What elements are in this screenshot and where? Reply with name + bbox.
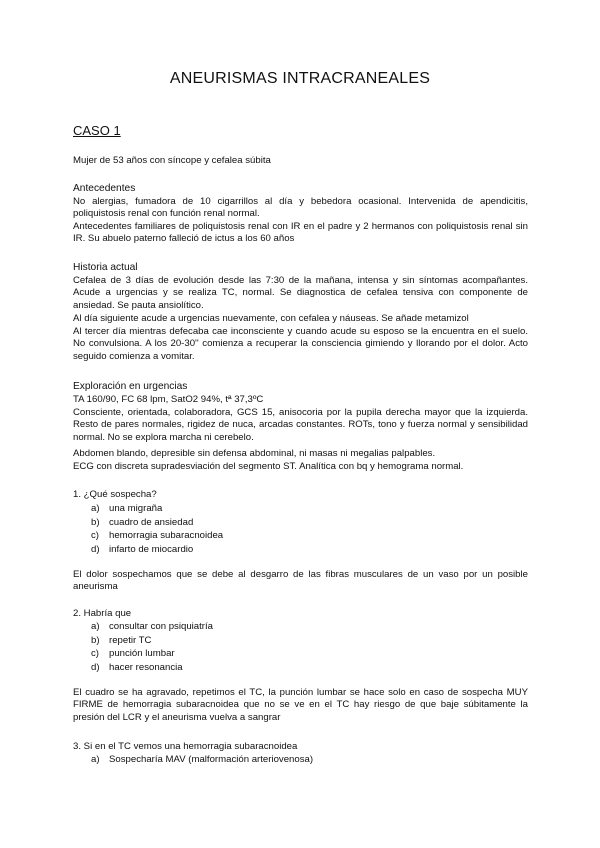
list-item — [91, 529, 223, 543]
historia-paragraph-1: Cefalea de 3 días de evolución desde las 7:30 de la mañana, intensa y sin síntomas acompañantes. Acude a urgencias y se realiza TC, normal. Se diagnostica de cefalea tensiva con componente de ansiedad. Se pauta ansiolítico. — [73, 275, 528, 311]
exploracion-paragraph-3: ECG con discreta supradesviación del segmento ST. Analítica con bq y hemograma normal. — [73, 461, 464, 472]
question-1-options — [91, 502, 223, 556]
question-3-options — [91, 753, 313, 767]
exploracion-vitals: TA 160/90, FC 68 lpm, SatO2 94%, tª 37,3ºC — [73, 394, 264, 405]
option-text: hacer resonancia — [109, 661, 183, 673]
list-item — [91, 647, 213, 661]
question-1-answer: El dolor sospechamos que se debe al desgarro de las fibras musculares de un vaso por un posible aneurisma — [73, 569, 528, 593]
case-intro: Mujer de 53 años con síncope y cefalea súbita — [73, 155, 271, 166]
historia-paragraph-3: Al tercer día mientras defecaba cae inconsciente y cuando acude su esposo se la encuentra en el suelo. No convulsiona. A los 20-30'' comienza a recuperar la consciencia gimiendo y llorando por el dolor. Acto seguido comienza a vomitar. — [73, 326, 528, 362]
historia-heading: Historia actual — [73, 262, 138, 273]
option-letter: a) — [91, 621, 100, 632]
list-item — [91, 634, 213, 648]
antecedentes-heading: Antecedentes — [73, 183, 136, 194]
case-heading: CASO 1 — [73, 123, 121, 138]
option-text: Sospecharía MAV (malformación arteriovenosa) — [109, 754, 314, 765]
exploracion-heading: Exploración en urgencias — [73, 381, 188, 392]
option-text: una migraña — [109, 503, 163, 514]
page-title: ANEURISMAS INTRACRANEALES — [169, 70, 431, 87]
list-item — [91, 661, 213, 675]
option-text: consultar con psiquiatría — [109, 621, 213, 632]
option-text: hemorragia subaracnoidea — [109, 530, 224, 542]
option-letter: a) — [91, 503, 100, 514]
option-letter: a) — [91, 754, 100, 765]
historia-paragraph-2: Al día siguiente acude a urgencias nuevamente, con cefalea y náuseas. Se añade metamizol — [73, 313, 469, 324]
question-2-options — [91, 620, 213, 674]
exploracion-paragraph-1: Consciente, orientada, colaboradora, GCS 15, anisocoria por la pupila derecha mayor que la izquierda. Resto de pares normales, rigidez de nuca, arcadas constantes. ROTs, tono y fuerza normal y sensibilidad normal. No se explora marcha ni cerebelo. — [73, 407, 528, 443]
question-1: 1. ¿Qué sospecha? — [73, 489, 157, 500]
option-letter: c) — [91, 530, 99, 542]
antecedentes-paragraph-2: Antecedentes familiares de poliquistosis renal con IR en el padre y 2 hermanos con poliquistosis renal sin IR. Su abuelo paterno falleció de ictus a los 60 años — [73, 221, 528, 245]
exploracion-paragraph-2: Abdomen blando, depresible sin defensa abdominal, ni masas ni megalias palpables. — [73, 448, 436, 459]
list-item — [91, 516, 223, 530]
question-3: 3. Si en el TC vemos una hemorragia subaracnoidea — [73, 741, 298, 752]
antecedentes-paragraph-1: No alergias, fumadora de 10 cigarrillos al día y bebedora ocasional. Intervenida de apendicitis, poliquistosis renal con función renal normal. — [73, 196, 528, 220]
option-text: punción lumbar — [109, 648, 175, 660]
question-2-answer: El cuadro se ha agravado, repetimos el TC, la punción lumbar se hace solo en caso de sospecha MUY FIRME de hemorragia subaracnoidea que no se ve en el TC hay riesgo de que baje súbitamente la presión del LCR y el aneurisma vuelva a sangrar — [73, 687, 528, 723]
list-item — [91, 620, 213, 634]
option-text: infarto de miocardio — [109, 543, 194, 555]
option-text: cuadro de ansiedad — [109, 516, 194, 528]
question-2: 2. Habría que — [73, 608, 132, 619]
list-item — [91, 502, 223, 516]
list-item — [91, 543, 223, 557]
option-letter: c) — [91, 648, 99, 660]
option-letter: b) — [91, 516, 100, 528]
option-letter: b) — [91, 634, 100, 646]
option-letter: d) — [91, 661, 100, 673]
option-text: repetir TC — [109, 634, 152, 646]
option-letter: d) — [91, 543, 100, 555]
list-item — [91, 753, 313, 767]
